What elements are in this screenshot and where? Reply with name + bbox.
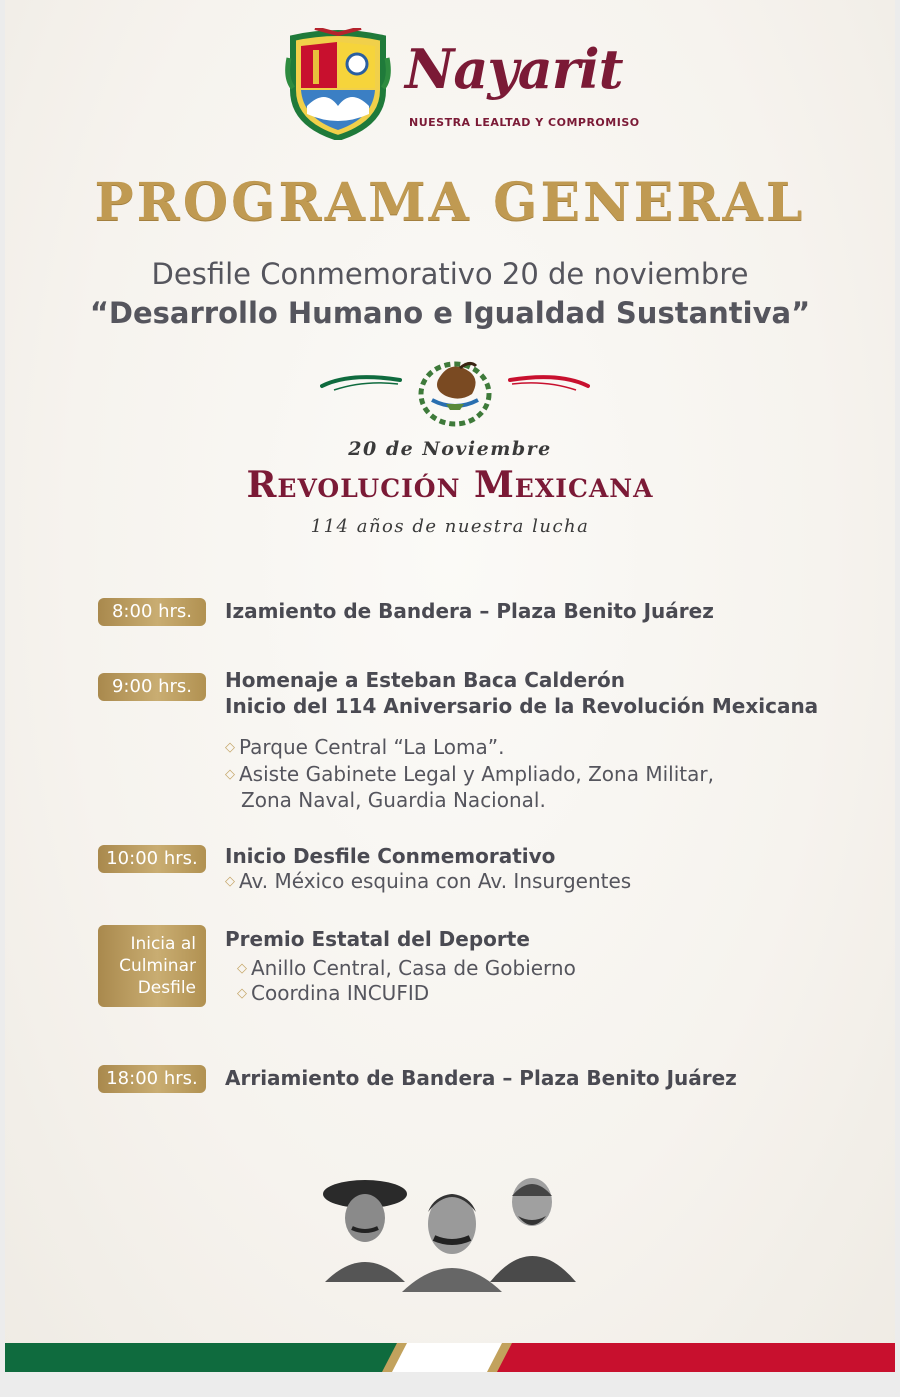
time-badge: 9:00 hrs. bbox=[98, 673, 206, 701]
event-title: Inicio Desfile Conmemorativo bbox=[225, 844, 556, 868]
diamond-bullet-icon: ◇ bbox=[237, 961, 247, 976]
detail-item: ◇ Asiste Gabinete Legal y Ampliado, Zona Militar, bbox=[225, 762, 714, 786]
celebration-years: 114 años de nuestra lucha bbox=[310, 516, 590, 537]
header-logo bbox=[285, 28, 640, 143]
time-badge: 10:00 hrs. bbox=[98, 845, 206, 873]
event-subtitle: Desfile Conmemorativo 20 de noviembre bbox=[151, 257, 749, 291]
time-badge-line: Inicia al bbox=[130, 934, 196, 954]
celebration-name: Revolución Mexicana bbox=[246, 464, 654, 506]
revolution-heroes-portraits bbox=[320, 1172, 585, 1292]
flag-stripe bbox=[5, 1343, 895, 1372]
detail-item: ◇ Parque Central “La Loma”. bbox=[225, 735, 505, 759]
mexican-eagle-icon bbox=[320, 350, 590, 430]
poster bbox=[5, 0, 895, 1372]
diamond-bullet-icon: ◇ bbox=[225, 874, 235, 889]
diamond-bullet-icon: ◇ bbox=[225, 767, 235, 782]
time-badge-line: Culminar bbox=[119, 956, 196, 976]
brand-name: Nayarit bbox=[405, 37, 623, 101]
diamond-bullet-icon: ◇ bbox=[237, 986, 247, 1001]
detail-item: ◇ Coordina INCUFID bbox=[237, 981, 430, 1005]
event-title: Homenaje a Esteban Baca Calderón bbox=[225, 668, 625, 692]
event-title: Izamiento de Bandera – Plaza Benito Juárez bbox=[225, 599, 714, 623]
detail-item: ◇ Av. México esquina con Av. Insurgentes bbox=[225, 869, 632, 893]
detail-item: ◇ Anillo Central, Casa de Gobierno bbox=[237, 956, 576, 980]
time-badge: 18:00 hrs. bbox=[98, 1065, 206, 1093]
celebration-date: 20 de Noviembre bbox=[348, 438, 552, 460]
event-subtitle: Inicio del 114 Aniversario de la Revolución Mexicana bbox=[225, 694, 819, 718]
diamond-bullet-icon: ◇ bbox=[225, 740, 235, 755]
event-title: Arriamiento de Bandera – Plaza Benito Juárez bbox=[225, 1066, 737, 1090]
time-badge bbox=[98, 925, 206, 1007]
time-badge-line: Desfile bbox=[137, 978, 196, 998]
time-badge: 8:00 hrs. bbox=[98, 598, 206, 626]
brand-tagline: NUESTRA LEALTAD Y COMPROMISO bbox=[409, 116, 640, 129]
event-title: Premio Estatal del Deporte bbox=[225, 927, 530, 951]
nayarit-coat-of-arms-icon bbox=[285, 28, 391, 140]
event-slogan: “Desarrollo Humano e Igualdad Sustantiva” bbox=[89, 296, 811, 330]
page-title: PROGRAMA GENERAL bbox=[94, 172, 806, 233]
detail-item-continuation: Zona Naval, Guardia Nacional. bbox=[241, 788, 546, 812]
